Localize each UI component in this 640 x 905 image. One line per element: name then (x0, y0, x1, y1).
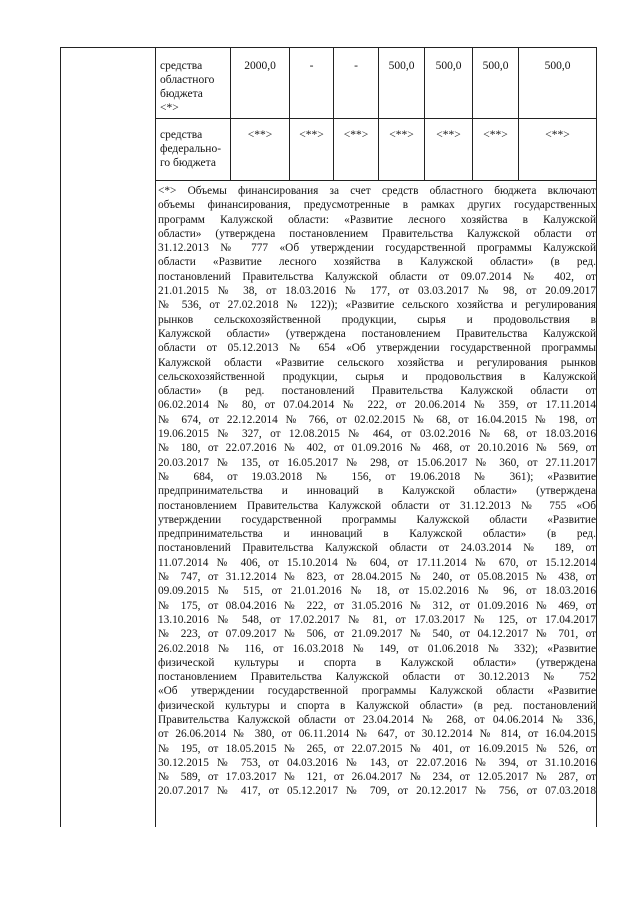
footnote-line: 20.07.2017 № 417, от 05.12.2017 № 709, от 20.12.2017 № 756, от 07.03.2018 (158, 785, 596, 798)
footnote-line: № 180, от 22.07.2016 № 402, от 01.09.2016 № 468, от 20.10.2016 № 569, от (158, 442, 596, 455)
footnote-line: Правительства Калужской области от 23.04.2014 № 268, от 04.06.2014 № 336, (158, 713, 596, 726)
column-divider (155, 47, 156, 827)
footnote-line: № 747, от 31.12.2014 № 823, от 28.04.2015 № 240, от 05.08.2015 № 438, от (158, 571, 596, 584)
footnote-line: области от 05.12.2013 № 654 «Об утверждении государственной программы (158, 342, 596, 355)
value-cell: <**> (247, 129, 273, 141)
footnote-line: постановлений Правительства Калужской области от 24.03.2014 № 189, от (158, 542, 596, 555)
footnote-line: «Об утверждении государственной программы Калужской области «Развитие (158, 685, 596, 698)
footnote-line: от 26.06.2014 № 380, от 06.11.2014 № 647, от 30.12.2014 № 814, от 16.04.2015 (158, 728, 596, 741)
footnote-line: № 684, от 19.03.2018 № 156, от 19.06.2018 № 361); «Развитие (158, 470, 596, 483)
footnote-line: 21.01.2015 № 38, от 18.03.2016 № 177, от 03.03.2017 № 98, от 20.09.2017 (158, 285, 596, 298)
footnote-line: 13.10.2016 № 548, от 17.02.2017 № 81, от 17.03.2017 № 125, от 17.04.2017 (158, 613, 596, 626)
row-label-regional-budget: средства областного бюджета <*> (160, 60, 215, 114)
footnote-line: сельскохозяйственной продукции, сырья и продовольствия в Калужской (158, 370, 596, 383)
footnote-line: 19.06.2015 № 327, от 12.08.2015 № 464, от 03.02.2016 № 68, от 18.03.2016 (158, 428, 596, 441)
footnote-line: физической культуры и спорта в Калужской области» (в ред. постановлений (158, 699, 596, 712)
value-cell: <**> (299, 129, 324, 141)
footnote-line: программ Калужской области: «Развитие лесного хозяйства в Калужской (158, 213, 596, 226)
row-divider (155, 118, 597, 119)
value-cell: 500,0 (435, 60, 462, 72)
footnote-line: физической культуры и спорта в Калужской области» (утверждена (158, 656, 596, 669)
footnote-line: № 536, от 27.02.2018 № 122)); «Развитие сельского хозяйства и регулирования (158, 299, 596, 312)
footnote-line: № 223, от 07.09.2017 № 506, от 21.09.2017 № 540, от 04.12.2017 № 701, от (158, 628, 596, 641)
footnote-line: постановлением Правительства Калужской области от 30.12.2013 № 752 (158, 671, 596, 684)
value-cell: 500,0 (482, 60, 509, 72)
value-cell: - (354, 60, 358, 72)
table-top-border (60, 47, 597, 48)
footnote-line: 26.02.2018 № 116, от 16.03.2018 № 149, от 01.06.2018 № 332); «Развитие (158, 642, 596, 655)
footnote-line: № 175, от 08.04.2016 № 222, от 31.05.2016 № 312, от 01.09.2016 № 469, от (158, 599, 596, 612)
footnote-line: № 195, от 18.05.2015 № 265, от 22.07.2015 № 401, от 16.09.2015 № 526, от (158, 742, 596, 755)
row-label-federal-budget: средства федерально- го бюджета (160, 129, 222, 169)
footnote-line: 11.07.2014 № 406, от 15.10.2014 № 604, от 17.11.2014 № 670, от 15.12.2014 (158, 556, 596, 569)
footnote-text (158, 184, 596, 799)
footnote-line: области «Развитие лесного хозяйства в Калужской области» (в ред. (158, 256, 596, 269)
footnote-line: 30.12.2015 № 753, от 04.03.2016 № 143, от 22.07.2016 № 394, от 31.10.2016 (158, 756, 596, 769)
row-divider (155, 180, 597, 181)
table-left-border (60, 47, 61, 827)
value-cell: <**> (343, 129, 369, 141)
footnote-line: 09.09.2015 № 515, от 21.01.2016 № 18, от 15.02.2016 № 96, от 18.03.2016 (158, 585, 596, 598)
footnote-line: постановлением Правительства Калужской области от 31.12.2013 № 755 «Об (158, 499, 596, 512)
footnote-line: предпринимательства и инноваций в Калужской области» (в ред. (158, 528, 596, 541)
footnote-line: постановлений Правительства Калужской области от 09.07.2014 № 402, от (158, 270, 596, 283)
footnote-line: рынков сельскохозяйственной продукции, сырья и продовольствия в (158, 313, 596, 326)
footnote-line: предпринимательства и инноваций в Калужской области» (утверждена (158, 485, 596, 498)
footnote-line: Калужской области» (утверждена постановлением Правительства Калужской (158, 327, 596, 340)
value-cell: 500,0 (544, 60, 571, 72)
footnote-line: 31.12.2013 № 777 «Об утверждении государственной программы Калужской (158, 242, 596, 255)
value-cell: 500,0 (388, 60, 415, 72)
footnote-line: № 674, от 22.12.2014 № 766, от 02.02.2015 № 68, от 16.04.2015 № 198, от (158, 413, 596, 426)
footnote-line: № 589, от 17.03.2017 № 121, от 26.04.2017 № 234, от 12.05.2017 № 287, от (158, 771, 596, 784)
value-cell: <**> (436, 129, 461, 141)
footnote-line: 20.03.2017 № 135, от 16.05.2017 № 298, от 15.06.2017 № 360, от 27.11.2017 (158, 456, 596, 469)
value-cell: <**> (545, 129, 570, 141)
value-cell: <**> (483, 129, 508, 141)
footnote-line: области» (в ред. постановлений Правительства Калужской области от (158, 385, 596, 398)
footnote-line: <*> Объемы финансирования за счет средств областного бюджета включают (158, 185, 596, 197)
footnote-line: утверждении государственной программы Калужской области «Развитие (158, 513, 596, 526)
value-cell: <**> (389, 129, 414, 141)
footnote-line: 06.02.2014 № 80, от 07.04.2014 № 222, от 20.06.2014 № 359, от 17.11.2014 (158, 399, 596, 412)
footnote-line: объемы финансирования, предусмотренные в рамках других государственных (158, 199, 596, 212)
footnote-line: области» (утверждена постановлением Правительства Калужской области от (158, 227, 596, 240)
footnote-line: Калужской области «Развитие сельского хозяйства и регулирования рынков (158, 356, 596, 369)
value-cell: 2000,0 (244, 60, 276, 72)
table-right-border (596, 47, 597, 827)
value-cell: - (309, 60, 314, 72)
